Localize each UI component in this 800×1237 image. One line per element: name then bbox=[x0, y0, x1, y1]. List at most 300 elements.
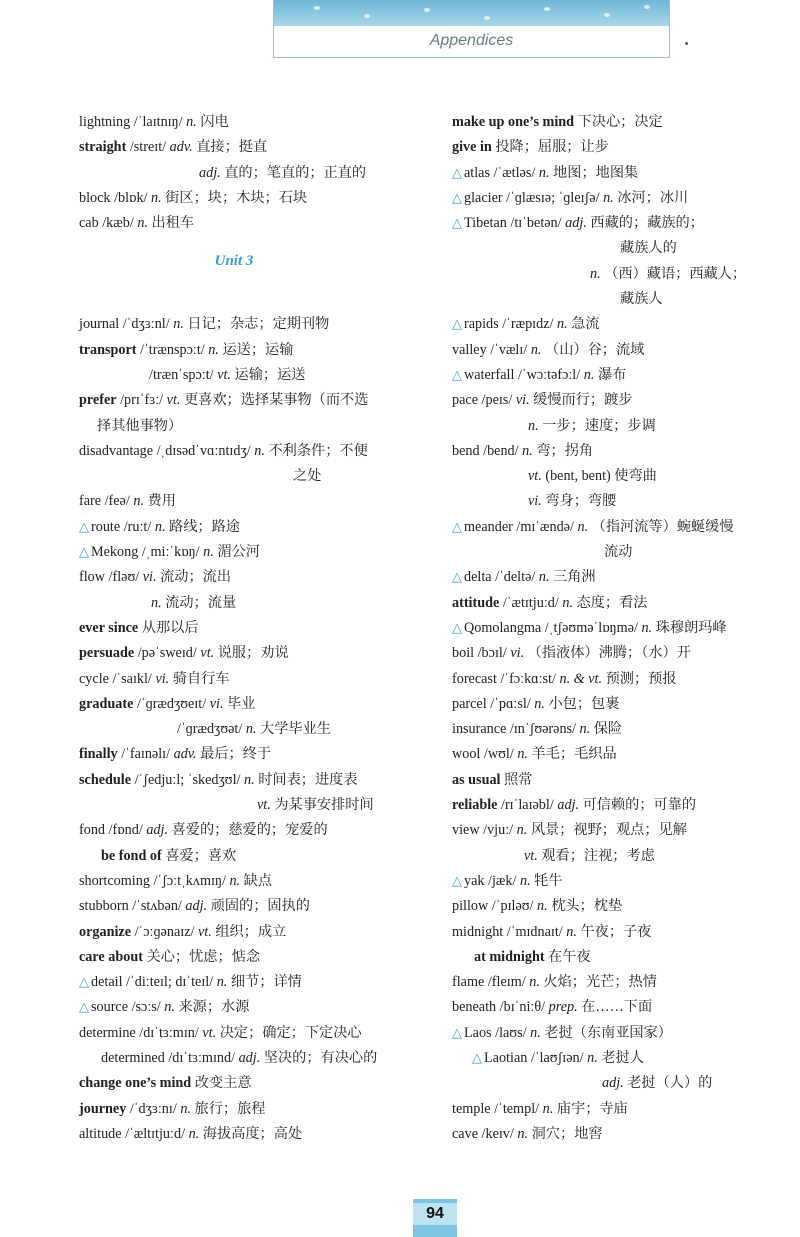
glossary-entry bbox=[452, 262, 782, 287]
glossary-entry bbox=[452, 692, 782, 717]
entry-text: 弯身；弯腰 bbox=[541, 493, 617, 510]
entry-text: 态度；看法 bbox=[573, 594, 648, 611]
part-of-speech: n. bbox=[562, 594, 573, 611]
headword: finally bbox=[79, 746, 118, 763]
entry-text: 大学毕业生 bbox=[256, 721, 331, 738]
headword: change one’s mind bbox=[79, 1075, 192, 1092]
glossary-entry bbox=[452, 1021, 782, 1046]
entry-text: detail /ˈdiːteɪl; dɪˈteɪl/ bbox=[91, 974, 217, 991]
part-of-speech: n. bbox=[530, 1024, 541, 1041]
entry-text: stubborn /ˈstʌbən/ bbox=[79, 898, 186, 915]
entry-text: 出租车 bbox=[147, 215, 195, 232]
part-of-speech: vt. bbox=[528, 468, 542, 485]
part-of-speech: adv. bbox=[169, 139, 193, 156]
part-of-speech: n. bbox=[519, 872, 531, 889]
part-of-speech: n. bbox=[164, 999, 175, 1016]
entry-text: 海拔高度；高处 bbox=[199, 1125, 303, 1142]
entry-text: pillow /ˈpɪləʊ/ bbox=[452, 898, 538, 915]
glossary-entry bbox=[79, 489, 429, 514]
entry-text: delta /ˈdeltə/ bbox=[464, 569, 539, 586]
part-of-speech: vt. bbox=[257, 797, 271, 814]
headword: reliable bbox=[452, 797, 498, 814]
entry-text: /ˈɡrædʒʊət/ bbox=[177, 721, 246, 738]
entry-text: /ˈfaɪnəlɪ/ bbox=[117, 746, 174, 763]
entry-text: 地图；地图集 bbox=[549, 164, 639, 181]
entry-text: 毕业 bbox=[223, 695, 256, 712]
spacer bbox=[79, 287, 429, 312]
headword: transport bbox=[79, 341, 137, 358]
part-of-speech: n. bbox=[577, 518, 589, 535]
triangle-marker-icon: △ bbox=[79, 1000, 89, 1016]
entry-text: 择其他事物） bbox=[97, 417, 183, 434]
part-of-speech: n. bbox=[517, 1125, 529, 1142]
glossary-entry bbox=[452, 717, 782, 742]
triangle-marker-icon: △ bbox=[452, 873, 462, 889]
entry-text: 珠穆朗玛峰 bbox=[652, 619, 727, 636]
part-of-speech: adj. bbox=[199, 164, 221, 181]
entry-text: 闪电 bbox=[196, 114, 229, 130]
entry-text: lightning /ˈlaɪtnɪŋ/ bbox=[79, 114, 187, 130]
entry-text: 风景；视野；观点；见解 bbox=[527, 822, 687, 839]
entry-text: 预测；预报 bbox=[602, 670, 677, 687]
entry-text: 急流 bbox=[567, 316, 600, 333]
glossary-entry bbox=[79, 363, 429, 388]
triangle-marker-icon: △ bbox=[472, 1050, 482, 1066]
glossary-entry bbox=[79, 565, 429, 590]
glossary-entry bbox=[79, 1122, 429, 1147]
entry-text: Laos /laʊs/ bbox=[464, 1024, 531, 1041]
entry-text: 旅行；旅程 bbox=[190, 1100, 266, 1117]
triangle-marker-icon: △ bbox=[79, 519, 89, 535]
part-of-speech: adj. bbox=[238, 1049, 261, 1066]
glossary-entry bbox=[452, 616, 782, 641]
glossary-entry bbox=[452, 211, 782, 236]
entry-text: beneath /bɪˈniːθ/ bbox=[452, 999, 549, 1016]
appendices-banner bbox=[273, 0, 670, 58]
headword: persuade bbox=[79, 645, 135, 662]
part-of-speech: vt. bbox=[166, 392, 181, 409]
entry-text: 照常 bbox=[500, 771, 533, 788]
entry-text: /trænˈspɔːt/ bbox=[149, 366, 218, 383]
entry-text: /ˈætɪtjuːd/ bbox=[499, 594, 563, 611]
part-of-speech: n. bbox=[538, 569, 550, 586]
entry-text: 流动 bbox=[604, 544, 633, 561]
entry-text: 坚决的；有决心的 bbox=[260, 1049, 378, 1066]
glossary-entry bbox=[79, 540, 429, 565]
glossary-entry bbox=[79, 110, 429, 135]
entry-text: /prɪˈfɜː/ bbox=[116, 392, 167, 409]
entry-text: valley /ˈvælɪ/ bbox=[452, 341, 531, 358]
headword: give in bbox=[452, 139, 492, 156]
triangle-marker-icon: △ bbox=[452, 620, 462, 636]
entry-text: 羊毛；毛织品 bbox=[527, 746, 617, 763]
headword: graduate bbox=[79, 695, 134, 712]
glossary-entry bbox=[79, 692, 429, 717]
glossary-entry bbox=[79, 920, 429, 945]
part-of-speech: n. bbox=[216, 974, 228, 991]
part-of-speech: n. bbox=[529, 974, 540, 991]
entry-text: block /blɒk/ bbox=[79, 189, 152, 206]
part-of-speech: n. bbox=[516, 822, 528, 839]
entry-text: /streɪt/ bbox=[126, 139, 170, 156]
part-of-speech: adj. bbox=[185, 898, 208, 915]
glossary-entry bbox=[79, 388, 429, 413]
entry-text: 老挝（东南亚国家） bbox=[540, 1024, 672, 1041]
entry-text: （指河流等）蜿蜒缓慢 bbox=[588, 518, 734, 535]
entry-text: 时间表；进度表 bbox=[254, 771, 358, 788]
part-of-speech: n. bbox=[245, 721, 257, 738]
part-of-speech: n. bbox=[590, 265, 601, 282]
part-of-speech: n. bbox=[587, 1049, 598, 1066]
part-of-speech: n. bbox=[583, 366, 595, 383]
entry-text: parcel /ˈpɑːsl/ bbox=[452, 695, 535, 712]
entry-text: 骑自行车 bbox=[169, 670, 230, 687]
entry-text: 改变主意 bbox=[191, 1075, 252, 1092]
glossary-entry bbox=[452, 945, 782, 970]
part-of-speech: vi. bbox=[528, 493, 542, 510]
glossary-entry bbox=[79, 894, 429, 919]
entry-text: /ˈʃedjuːl; ˈskedʒʊl/ bbox=[131, 771, 245, 788]
glossary-entry bbox=[79, 641, 429, 666]
entry-text: 顽固的；固执的 bbox=[207, 898, 310, 915]
glossary-entry bbox=[79, 464, 429, 489]
entry-text: 在午夜 bbox=[544, 948, 591, 965]
part-of-speech: adj. bbox=[557, 797, 580, 814]
headword: journey bbox=[79, 1100, 127, 1117]
glossary-entry bbox=[79, 338, 429, 363]
entry-text: 更喜欢；选择某事物（而不选 bbox=[180, 392, 369, 409]
part-of-speech: n. bbox=[641, 619, 653, 636]
entry-text: waterfall /ˈwɔːtəfɔːl/ bbox=[464, 366, 584, 383]
glossary-entry bbox=[79, 1071, 429, 1096]
entry-text: 日记；杂志；定期刊物 bbox=[183, 316, 330, 333]
entry-text: 直接；挺直 bbox=[192, 139, 268, 156]
glossary-entry bbox=[452, 818, 782, 843]
triangle-marker-icon: △ bbox=[452, 190, 462, 206]
entry-text: 藏族人 bbox=[620, 291, 663, 308]
entry-text: 从那以后 bbox=[138, 619, 199, 636]
glossary-entry bbox=[79, 742, 429, 767]
entry-text: 牦牛 bbox=[530, 872, 563, 889]
entry-text: （指液体）沸腾；（水）开 bbox=[524, 645, 691, 662]
entry-text: cab /kæb/ bbox=[79, 215, 138, 232]
entry-text: determine /dɪˈtɜːmɪn/ bbox=[79, 1024, 203, 1041]
glossary-entry bbox=[452, 287, 782, 312]
entry-text: 之处 bbox=[293, 468, 322, 485]
triangle-marker-icon: △ bbox=[452, 367, 462, 383]
entry-text: 运送；运输 bbox=[218, 341, 294, 358]
part-of-speech: n. bbox=[173, 316, 184, 333]
entry-text: rapids /ˈræpɪdz/ bbox=[464, 316, 557, 333]
entry-text: 不利条件；不便 bbox=[264, 442, 368, 459]
entry-text: 决定；确定；下定决心 bbox=[216, 1024, 362, 1041]
entry-text: 直的；笔直的；正直的 bbox=[220, 164, 367, 181]
entry-text: 缓慢而行；踱步 bbox=[529, 392, 633, 409]
entry-text: 流动；流出 bbox=[156, 569, 232, 586]
glossary-entry bbox=[452, 793, 782, 818]
glossary-entry bbox=[79, 439, 429, 464]
part-of-speech: n. bbox=[151, 594, 162, 611]
part-of-speech: n. bbox=[579, 721, 591, 738]
part-of-speech: adj. bbox=[146, 822, 169, 839]
part-of-speech: vi. bbox=[142, 569, 157, 586]
glossary-entry bbox=[79, 768, 429, 793]
glossary-entry bbox=[452, 489, 782, 514]
entry-text: 保险 bbox=[590, 721, 623, 738]
part-of-speech: n. & vt. bbox=[559, 670, 603, 687]
page-number: 94 bbox=[413, 1203, 457, 1225]
entry-text: 路线；路途 bbox=[165, 518, 240, 535]
entry-text: 说服；劝说 bbox=[214, 645, 289, 662]
glossary-entry bbox=[452, 920, 782, 945]
part-of-speech: n. bbox=[151, 189, 162, 206]
entry-text: 火焰；光芒；热情 bbox=[539, 974, 657, 991]
entry-text: 小包；包裹 bbox=[544, 695, 620, 712]
headword: organize bbox=[79, 923, 132, 940]
entry-text: (bent, bent) 使弯曲 bbox=[541, 468, 657, 485]
entry-text: insurance /ɪnˈʃʊərəns/ bbox=[452, 721, 580, 738]
triangle-marker-icon: △ bbox=[452, 1025, 462, 1041]
entry-text: altitude /ˈæltɪtjuːd/ bbox=[79, 1125, 189, 1142]
entry-text: （山）谷；流域 bbox=[541, 341, 645, 358]
entry-text: route /ruːt/ bbox=[91, 518, 155, 535]
right-glossary-column bbox=[452, 110, 782, 1147]
part-of-speech: n. bbox=[133, 493, 144, 510]
entry-text: Laotian /ˈlaʊʃɪən/ bbox=[484, 1049, 588, 1066]
entry-text: 来源；水源 bbox=[174, 999, 250, 1016]
glossary-entry bbox=[452, 236, 782, 261]
glossary-entry bbox=[452, 439, 782, 464]
part-of-speech: n. bbox=[538, 164, 550, 181]
glossary-entry bbox=[79, 186, 429, 211]
entry-text: midnight /ˈmɪdnaɪt/ bbox=[452, 923, 567, 940]
part-of-speech: vt. bbox=[200, 645, 215, 662]
headword: make up one’s mind bbox=[452, 114, 575, 130]
entry-text: 细节；详情 bbox=[227, 974, 302, 991]
entry-text: 街区；块；木块；石块 bbox=[161, 189, 308, 206]
glossary-entry bbox=[452, 338, 782, 363]
part-of-speech: n. bbox=[603, 189, 614, 206]
glossary-entry bbox=[79, 1021, 429, 1046]
glossary-entry bbox=[79, 414, 429, 439]
glossary-entry bbox=[452, 135, 782, 160]
entry-text: 老挝（人）的 bbox=[623, 1075, 713, 1092]
glossary-entry bbox=[452, 1097, 782, 1122]
glossary-entry bbox=[452, 768, 782, 793]
glossary-entry bbox=[452, 1046, 782, 1071]
part-of-speech: n. bbox=[244, 771, 255, 788]
entry-text: 老挝人 bbox=[597, 1049, 644, 1066]
triangle-marker-icon: △ bbox=[452, 317, 462, 333]
glossary-entry bbox=[79, 995, 429, 1020]
entry-text: 费用 bbox=[143, 493, 176, 510]
entry-text: Qomolangma /ˌtʃəʊməˈlɒŋmə/ bbox=[464, 619, 642, 636]
glossary-entry bbox=[452, 110, 782, 135]
entry-text: /pəˈsweɪd/ bbox=[134, 645, 201, 662]
glossary-entry bbox=[452, 186, 782, 211]
part-of-speech: n. bbox=[542, 1100, 554, 1117]
glossary-entry bbox=[79, 844, 429, 869]
left-glossary-column bbox=[79, 110, 429, 1147]
entry-text: 瀑布 bbox=[594, 366, 627, 383]
glossary-entry bbox=[79, 869, 429, 894]
part-of-speech: n. bbox=[203, 544, 214, 561]
glossary-entry bbox=[452, 312, 782, 337]
glossary-entry bbox=[452, 869, 782, 894]
headword: at midnight bbox=[474, 948, 545, 965]
glossary-entry bbox=[79, 945, 429, 970]
headword: attitude bbox=[452, 594, 500, 611]
entry-text: 最后；终于 bbox=[196, 746, 272, 763]
entry-text: 冰河；冰川 bbox=[613, 189, 689, 206]
entry-text: boil /bɔɪl/ bbox=[452, 645, 511, 662]
part-of-speech: vi. bbox=[515, 392, 530, 409]
entry-text: 枕头；枕垫 bbox=[547, 898, 623, 915]
entry-text: 流动；流量 bbox=[161, 594, 237, 611]
entry-text: disadvantage /ˌdɪsədˈvɑːntɪdʒ/ bbox=[79, 442, 255, 459]
entry-text: 组织；成立 bbox=[211, 923, 287, 940]
glossary-entry bbox=[79, 135, 429, 160]
glossary-entry bbox=[452, 1122, 782, 1147]
entry-text: view /vjuː/ bbox=[452, 822, 517, 839]
triangle-marker-icon: △ bbox=[452, 216, 462, 232]
entry-text: 洞穴；地窖 bbox=[528, 1125, 603, 1142]
entry-text: fond /fɒnd/ bbox=[79, 822, 147, 839]
glossary-entry bbox=[79, 793, 429, 818]
entry-text: 喜爱；喜欢 bbox=[161, 847, 237, 864]
glossary-entry bbox=[452, 388, 782, 413]
glossary-entry bbox=[452, 464, 782, 489]
entry-text: /ˈtrænspɔːt/ bbox=[136, 341, 209, 358]
triangle-marker-icon: △ bbox=[452, 570, 462, 586]
part-of-speech: n. bbox=[517, 746, 528, 763]
triangle-marker-icon: △ bbox=[452, 519, 462, 535]
glossary-entry bbox=[452, 844, 782, 869]
entry-text: wool /wʊl/ bbox=[452, 746, 518, 763]
part-of-speech: n. bbox=[522, 442, 533, 459]
entry-text: 缺点 bbox=[240, 872, 273, 889]
glossary-entry bbox=[452, 515, 782, 540]
part-of-speech: n. bbox=[186, 114, 197, 130]
page-number-box bbox=[413, 1199, 457, 1237]
banner-decoration bbox=[274, 0, 669, 26]
glossary-entry bbox=[452, 667, 782, 692]
part-of-speech: adv. bbox=[173, 746, 197, 763]
glossary-entry bbox=[452, 161, 782, 186]
glossary-entry bbox=[79, 515, 429, 540]
entry-text: 弯；拐角 bbox=[532, 442, 594, 459]
entry-text: journal /ˈdʒɜːnl/ bbox=[79, 316, 174, 333]
entry-text: /ˈdʒɜːnɪ/ bbox=[126, 1100, 181, 1117]
glossary-entry bbox=[452, 591, 782, 616]
entry-text: 西藏的；藏族的； bbox=[586, 215, 704, 232]
section-label: Appendices bbox=[429, 32, 514, 49]
unit-heading: Unit 3 bbox=[214, 253, 254, 270]
entry-text: yak /jæk/ bbox=[464, 872, 520, 889]
entry-text: meander /mɪˈændə/ bbox=[464, 518, 578, 535]
part-of-speech: n. bbox=[557, 316, 568, 333]
part-of-speech: vi. bbox=[209, 695, 224, 712]
part-of-speech: n. bbox=[566, 923, 577, 940]
glossary-entry bbox=[452, 894, 782, 919]
glossary-entry bbox=[79, 616, 429, 641]
entry-text: source /sɔːs/ bbox=[91, 999, 165, 1016]
part-of-speech: n. bbox=[188, 1125, 200, 1142]
entry-text: 午夜；子夜 bbox=[576, 923, 652, 940]
entry-text: /ˈɔːɡənaɪz/ bbox=[131, 923, 198, 940]
entry-text: 可信赖的；可靠的 bbox=[579, 797, 697, 814]
glossary-entry bbox=[79, 1097, 429, 1122]
part-of-speech: vt. bbox=[202, 1024, 217, 1041]
headword: care about bbox=[79, 948, 143, 965]
glossary-entry bbox=[452, 641, 782, 666]
glossary-entry bbox=[452, 995, 782, 1020]
entry-text: 运输；运送 bbox=[230, 366, 306, 383]
part-of-speech: adj. bbox=[602, 1075, 624, 1092]
entry-text: cave /keɪv/ bbox=[452, 1125, 518, 1142]
entry-text: flame /fleɪm/ bbox=[452, 974, 530, 991]
entry-text: 在……下面 bbox=[577, 999, 653, 1016]
headword: as usual bbox=[452, 771, 501, 788]
headword: ever since bbox=[79, 619, 139, 636]
part-of-speech: vi. bbox=[510, 645, 525, 662]
part-of-speech: prep. bbox=[548, 999, 578, 1016]
entry-text: /ˈɡrædʒʊeɪt/ bbox=[133, 695, 210, 712]
glossary-entry bbox=[79, 717, 429, 742]
entry-text: cycle /ˈsaɪkl/ bbox=[79, 670, 156, 687]
entry-text: /rɪˈlaɪəbl/ bbox=[497, 797, 558, 814]
part-of-speech: adj. bbox=[565, 215, 587, 232]
glossary-entry bbox=[79, 1046, 429, 1071]
part-of-speech: n. bbox=[534, 695, 545, 712]
glossary-entry bbox=[79, 312, 429, 337]
part-of-speech: n. bbox=[254, 442, 265, 459]
entry-text: fare /feə/ bbox=[79, 493, 134, 510]
part-of-speech: n. bbox=[229, 872, 241, 889]
entry-text: 投降；屈服；让步 bbox=[491, 139, 609, 156]
entry-text: Mekong /ˌmiːˈkɒŋ/ bbox=[91, 544, 204, 561]
glossary-entry bbox=[452, 414, 782, 439]
entry-text: forecast /ˈfɔːkɑːst/ bbox=[452, 670, 560, 687]
part-of-speech: n. bbox=[208, 341, 219, 358]
entry-text: 庙宇；寺庙 bbox=[553, 1100, 628, 1117]
part-of-speech: n. bbox=[154, 518, 166, 535]
entry-text: 藏族人的 bbox=[620, 240, 677, 257]
entry-text: 湄公河 bbox=[213, 544, 260, 561]
headword: schedule bbox=[79, 771, 132, 788]
glossary-entry bbox=[79, 667, 429, 692]
entry-text: atlas /ˈætləs/ bbox=[464, 164, 539, 181]
part-of-speech: vi. bbox=[155, 670, 170, 687]
part-of-speech: n. bbox=[528, 417, 539, 434]
entry-text: flow /fləʊ/ bbox=[79, 569, 143, 586]
part-of-speech: vt. bbox=[217, 366, 231, 383]
glossary-entry bbox=[452, 970, 782, 995]
part-of-speech: n. bbox=[537, 898, 548, 915]
glossary-entry bbox=[452, 363, 782, 388]
glossary-entry bbox=[79, 970, 429, 995]
triangle-marker-icon: △ bbox=[79, 975, 89, 991]
triangle-marker-icon: △ bbox=[79, 545, 89, 561]
part-of-speech: vt. bbox=[197, 923, 212, 940]
entry-text: 一步；速度；步调 bbox=[538, 417, 656, 434]
entry-text: determined /dɪˈtɜːmɪnd/ bbox=[101, 1049, 239, 1066]
headword: be fond of bbox=[101, 847, 162, 864]
entry-text: temple /ˈtempl/ bbox=[452, 1100, 543, 1117]
glossary-entry bbox=[452, 742, 782, 767]
glossary-entry bbox=[452, 1071, 782, 1096]
entry-text: 下决心；决定 bbox=[574, 114, 663, 130]
